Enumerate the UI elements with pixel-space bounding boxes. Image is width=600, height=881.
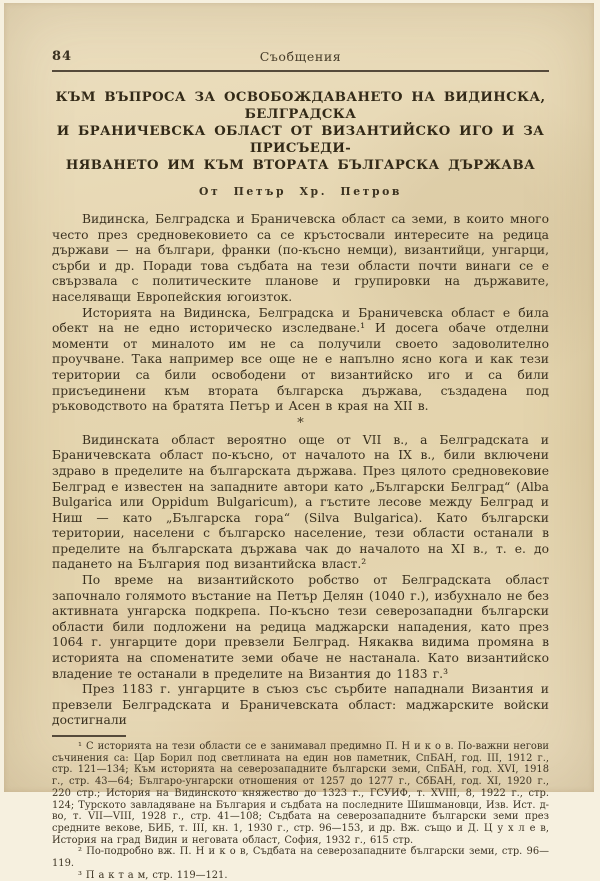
page-content <box>4 3 594 881</box>
running-title: Съобщения <box>259 49 342 64</box>
page-number: 84 <box>52 49 73 64</box>
footnote-2: ² По-подробно вж. П. Н и к о в, Съдбата на северозападните български земи, стр. 96—119. <box>52 846 549 870</box>
section-separator: * <box>297 415 304 431</box>
paragraph-2: Историята на Видинска, Белградска и Браничевска област е била обект на не едно историческо изследване.¹ И досега обаче отделни моменти от миналото им не са получили своето задоволително проучване. Така например все още не е напълно ясно кога и как тези територии са били освободени от византийско иго и са били присъединени към втората българска държава, създадена под ръководството на братята Петър и Асен в края на XII в. <box>52 305 549 414</box>
article-title-line-3: НЯВАНЕТО ИМ КЪМ ВТОРАТА БЪЛГАРСКА ДЪРЖАВА <box>65 158 536 173</box>
article-title-line-1: КЪМ ВЪПРОСА ЗА ОСВОБОЖДАВАНЕТО НА ВИДИНСКА, БЕЛГРАДСКА <box>55 90 546 122</box>
paragraph-1: Видинска, Белградска и Браничевска област са земи, в които много често през средновековието са се кръстосвали интересите на редица държави — на българи, франки (по-късно немци), византийци, унгарци, сърби и др. Поради това съдбата на тези области почти винаги се е свързвала с политическите планове и групировки на държавите, населяващи Европейския югоизток. <box>52 212 549 304</box>
footnotes <box>52 741 549 881</box>
article-body <box>52 212 549 729</box>
footnote-3: ³ П а к т а м, стр. 119—121. <box>78 869 228 881</box>
running-head <box>52 49 549 72</box>
footnote-1: ¹ С историята на тези области се е занимавал предимно П. Н и к о в. По-важни негови съчинения са: Цар Борил под светлината на един нов паметник, СпБАН, год. III, 1912 г., стр. 121—134; Към историята на северозападните български земи, СпБАН, год. XVI, 1918 г., стр. 43—64; Българо-унгарски отношения от 1257 до 1277 г., СбБАН, год. XI, 1920 г., 220 стр.; История на Видинското княжество до 1323 г., ГСУИФ, т. XVIII, 8, 1922 г., стр. 124; Турското завладяване на България и съдбата на последните Шишмановци, Изв. Ист. д-во, т. VII—VIII, 1928 г., стр. 41—108; Съдбата на северозападните български земи през средните векове, БИБ, т. III, кн. 1, 1930 г., стр. 96—153, и др. Вж. също и Д. Ц у х л е в, История на град Видин и неговата област, София, 1932 г., 615 стр. <box>52 741 549 846</box>
article-author: От Петър Хр. Петров <box>198 185 403 198</box>
paragraph-4: По време на византийското робство от Белградската област започнало голямото въстание на Петър Делян (1040 г.), избухнало не без активната унгарска подкрепа. По-късно тези северозападни български области били подложени на редица маджарски нападения, като през 1064 г. унгарците дори превзели Белград. Някаква видима промяна в историята на споменатите земи обаче не настанала. Като византийско владение те останали в пределите на Византия до 1183 г.³ <box>52 573 549 681</box>
article-title <box>52 89 549 174</box>
paper-sheet <box>4 3 594 881</box>
article-title-line-2: И БРАНИЧЕВСКА ОБЛАСТ ОТ ВИЗАНТИЙСКО ИГО И ЗА ПРИСЪЕДИ- <box>56 124 545 156</box>
paragraph-3: Видинската област вероятно още от VII в., а Белградската и Браничевската област по-късно, от началото на IX в., били включени здраво в пределите на българската държава. През цялото средновековие Белград е известен на западните автори като „Български Белград“ (Alba Bulgarica или Oppidum Bulgaricum), а гъстите лесове между Белград и Ниш — като „Българска гора“ (Silva Bulgarica). Като български територии, населени с българско население, тези области останали в пределите на българската държава чак до началото на XI в., т. е. до падането на България под византийска власт.² <box>52 432 549 572</box>
paragraph-5: През 1183 г. унгарците в съюз със сърбите нападнали Византия и превзели Белградската и Браничевската област: маджарските войски достигнали <box>52 682 549 728</box>
footnote-divider <box>52 735 126 737</box>
